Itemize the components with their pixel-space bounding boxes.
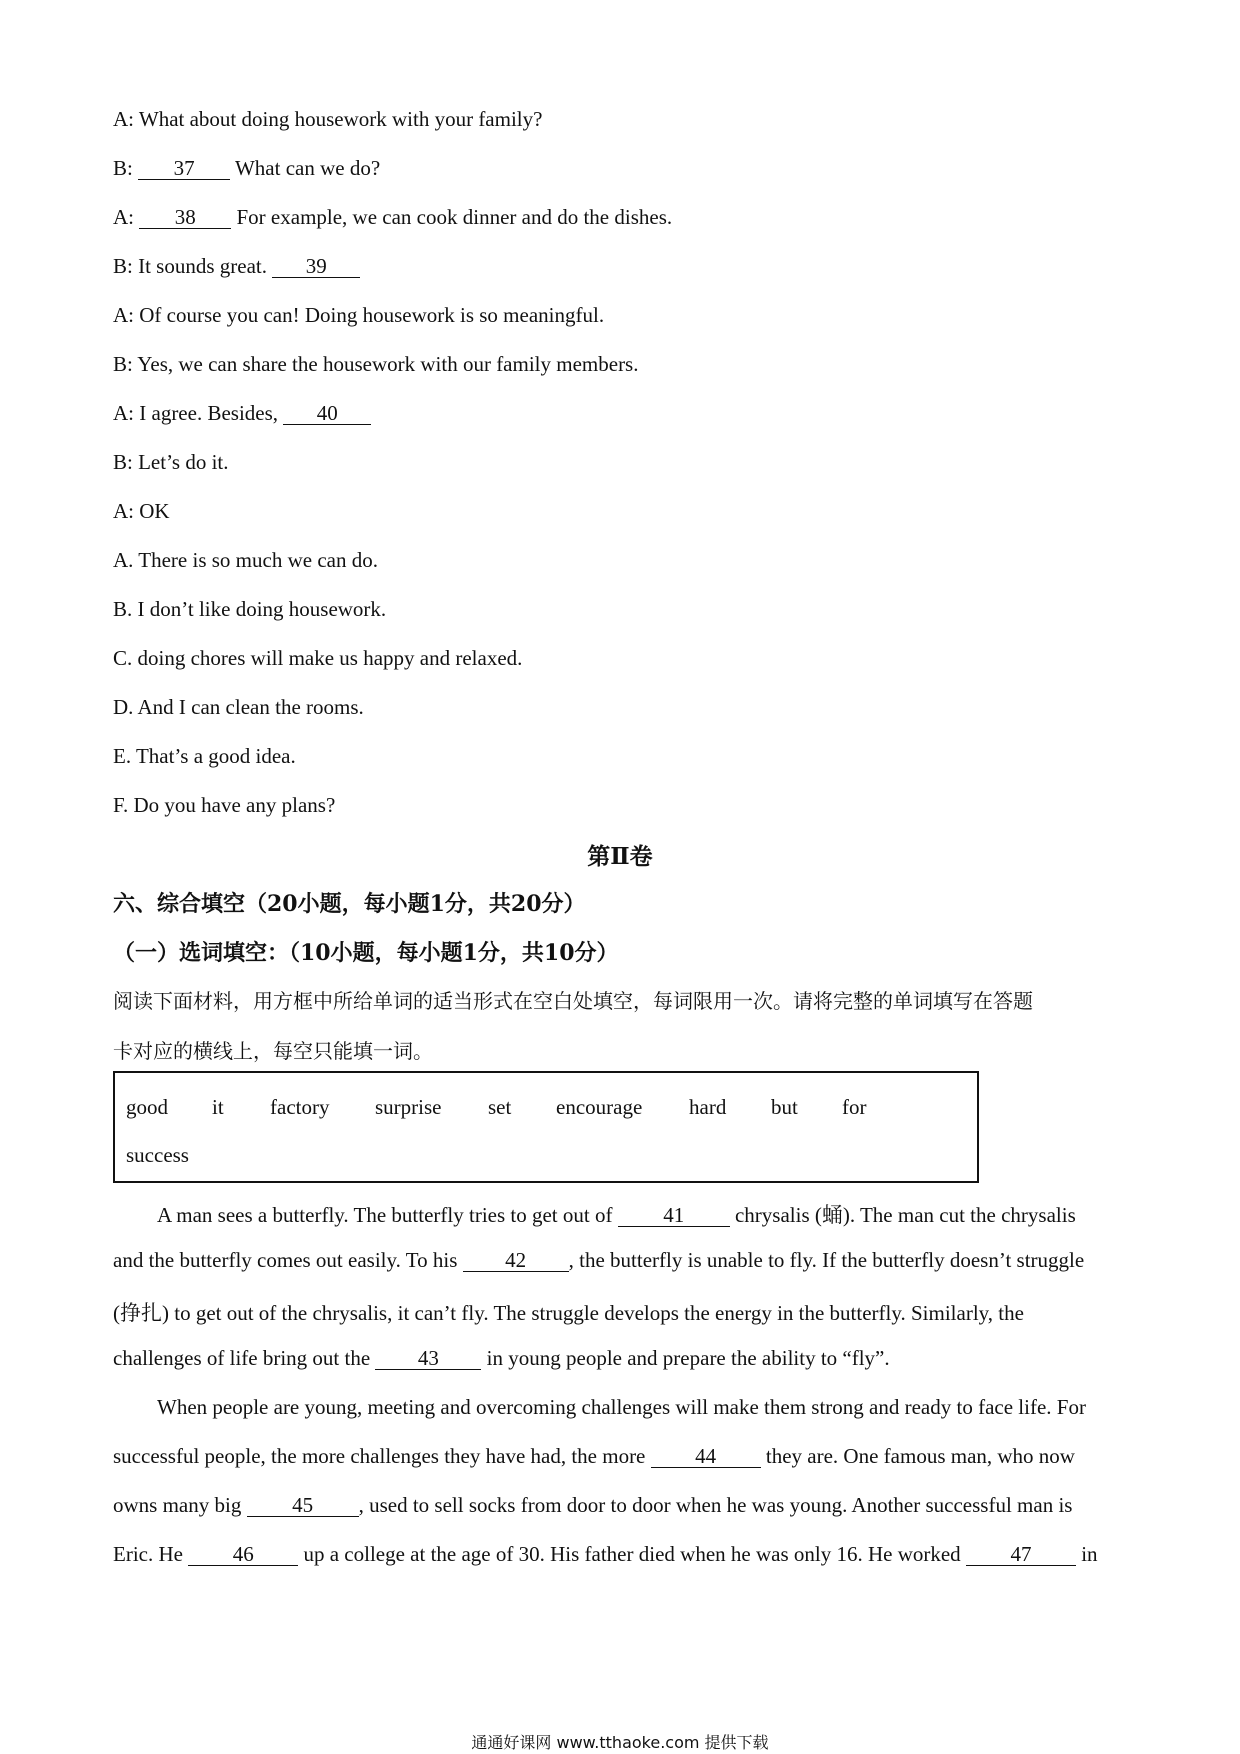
passage-line: and the butterfly comes out easily. To his 42 , the butterfly is unable to fly. If the butterfly doesn’t struggle xyxy=(113,1248,1085,1272)
word-bank-item: good xyxy=(126,1095,168,1119)
answer-blank[interactable]: 43 xyxy=(375,1347,481,1370)
option-b: B. I don’t like doing housework. xyxy=(113,597,387,621)
dialogue-line: A: OK xyxy=(113,499,170,523)
answer-blank[interactable]: 38 xyxy=(139,206,231,229)
passage-line: A man sees a butterfly. The butterfly tries to get out of 41 chrysalis (蛹). The man cut the chrysalis xyxy=(157,1203,1076,1227)
sub-heading: （一）选词填空：（10小题，每小题1分，共10分） xyxy=(113,940,619,966)
word-bank-item: set xyxy=(488,1095,512,1119)
passage-line: owns many big 45 , used to sell socks from door to door when he was young. Another successful man is xyxy=(113,1493,1073,1517)
instruction-line: 阅读下面材料，用方框中所给单词的适当形式在空白处填空，每词限用一次。请将完整的单词填写在答题 xyxy=(113,989,1033,1013)
word-bank-item: it xyxy=(212,1095,224,1119)
answer-blank[interactable]: 46 xyxy=(188,1543,298,1566)
word-bank-item: for xyxy=(842,1095,867,1119)
dialogue-line: A: What about doing housework with your family? xyxy=(113,107,543,131)
part-heading: 六、综合填空（20小题，每小题1分，共20分） xyxy=(113,891,586,917)
word-bank-box xyxy=(113,1071,979,1183)
passage-line: When people are young, meeting and overcoming challenges will make them strong and ready to face life. For xyxy=(157,1395,1086,1419)
dialogue-line: B: It sounds great. 39 xyxy=(113,253,360,279)
instruction-line: 卡对应的横线上，每空只能填一词。 xyxy=(113,1039,433,1063)
dialogue-line: B: Let’s do it. xyxy=(113,450,229,474)
answer-blank[interactable]: 37 xyxy=(138,157,230,180)
passage-line: successful people, the more challenges they have had, the more 44 they are. One famous man, who now xyxy=(113,1444,1075,1468)
answer-blank[interactable]: 39 xyxy=(272,255,360,278)
answer-blank[interactable]: 42 xyxy=(463,1249,569,1272)
word-bank-item: encourage xyxy=(556,1095,643,1119)
section-title: 第Ⅱ卷 xyxy=(587,843,653,870)
word-bank-item: success xyxy=(126,1143,189,1167)
answer-blank[interactable]: 44 xyxy=(651,1445,761,1468)
word-bank-item: but xyxy=(771,1095,798,1119)
dialogue-line: B: 37 What can we do? xyxy=(113,156,381,180)
passage-line: (挣扎) to get out of the chrysalis, it can’t fly. The struggle develops the energy in the butterfly. Similarly, the xyxy=(113,1301,1024,1325)
answer-blank[interactable]: 41 xyxy=(618,1204,730,1227)
option-d: D. And I can clean the rooms. xyxy=(113,695,364,719)
option-a: A. There is so much we can do. xyxy=(113,548,378,572)
option-f: F. Do you have any plans? xyxy=(113,793,336,817)
word-bank-item: surprise xyxy=(375,1095,442,1119)
dialogue-line: A: I agree. Besides, 40 xyxy=(113,400,371,426)
answer-blank[interactable]: 47 xyxy=(966,1543,1076,1566)
dialogue-line: A: Of course you can! Doing housework is so meaningful. xyxy=(113,303,605,327)
page-footer: 通通好课网 www.tthaoke.com 提供下载 xyxy=(471,1733,769,1752)
passage-line: Eric. He 46 up a college at the age of 30. His father died when he was only 16. He worked 47 in xyxy=(113,1542,1098,1566)
option-e: E. That’s a good idea. xyxy=(113,744,296,768)
answer-blank[interactable]: 40 xyxy=(283,402,371,425)
dialogue-line: B: Yes, we can share the housework with our family members. xyxy=(113,352,639,376)
answer-blank[interactable]: 45 xyxy=(247,1494,359,1517)
word-bank-item: factory xyxy=(270,1095,330,1119)
word-bank-item: hard xyxy=(689,1095,727,1119)
passage-line: challenges of life bring out the 43 in young people and prepare the ability to “fly”. xyxy=(113,1346,890,1370)
option-c: C. doing chores will make us happy and relaxed. xyxy=(113,646,523,670)
dialogue-line: A: 38 For example, we can cook dinner and do the dishes. xyxy=(113,205,673,229)
